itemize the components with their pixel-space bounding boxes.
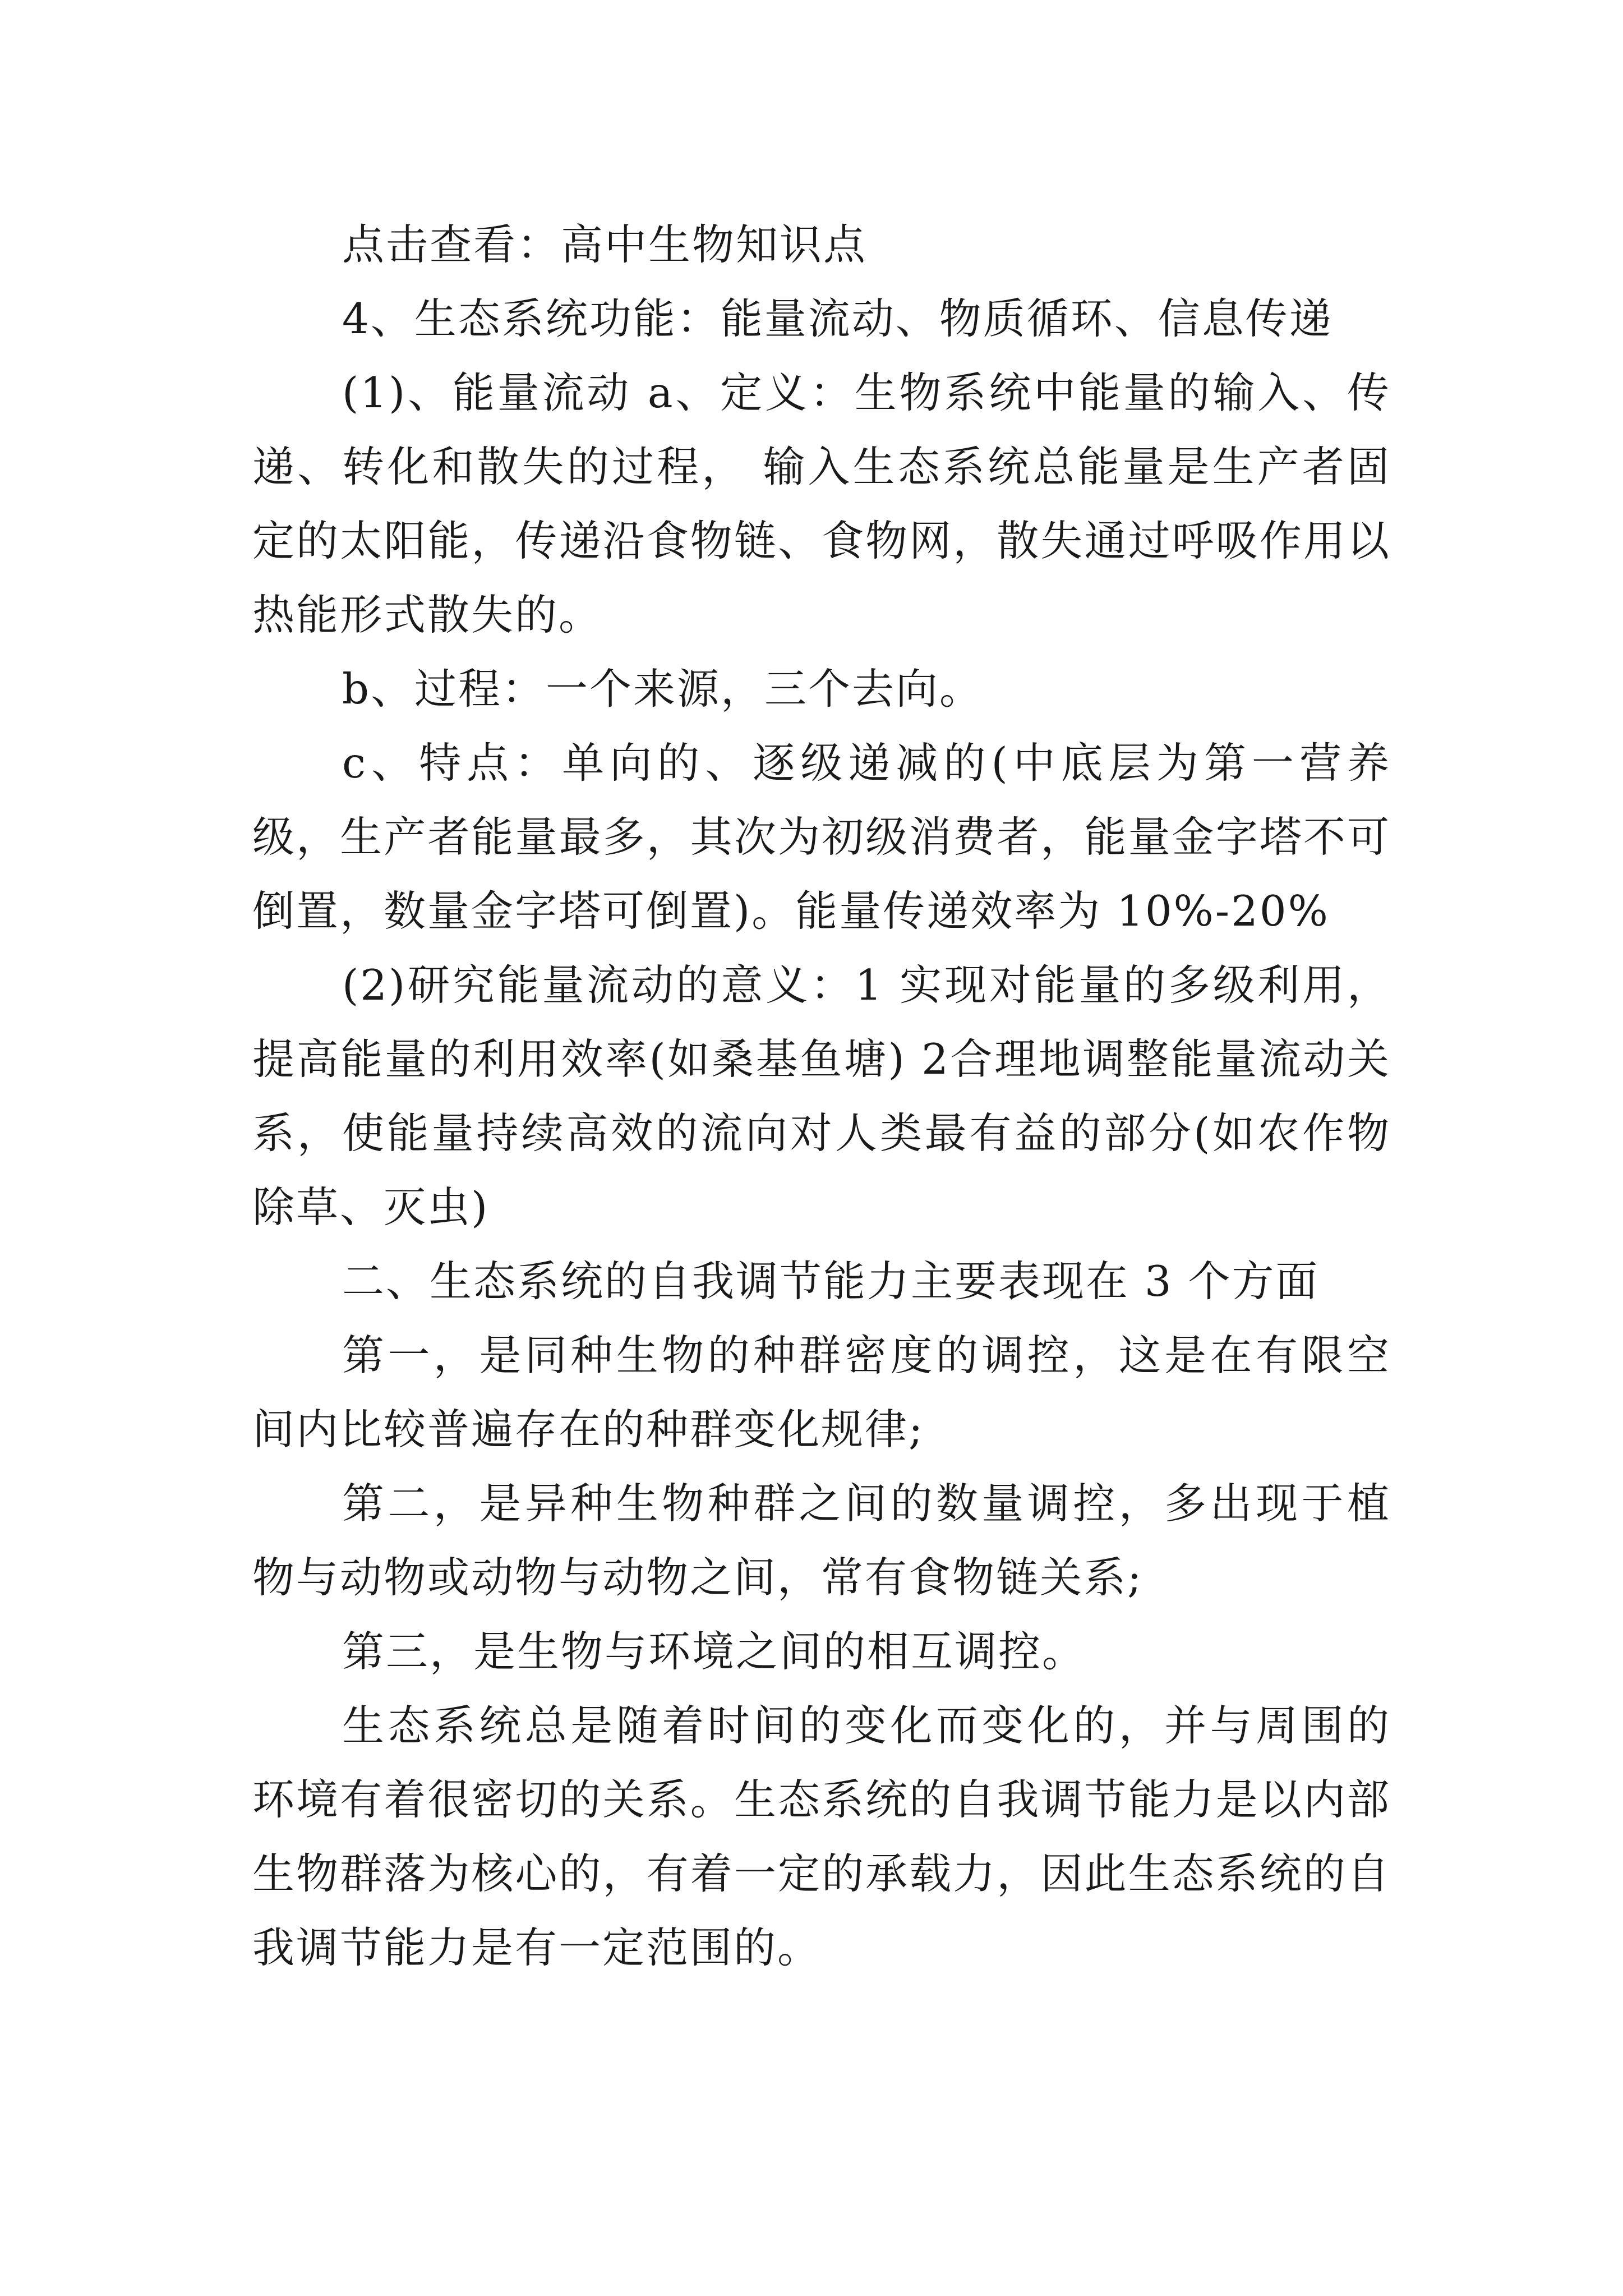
document-page bbox=[252, 208, 1391, 1985]
self-regulation-third: 第三，是生物与环境之间的相互调控。 bbox=[342, 1627, 1086, 1676]
section-heading-ecosystem-function: 4、生态系统功能：能量流动、物质循环、信息传递 bbox=[342, 294, 1333, 343]
energy-flow-definition: (1)、能量流动 a、定义：生物系统中能量的输入、传递、转化和散失的过程， 输入生态系统总能量是生产者固定的太阳能，传递沿食物链、食物网，散失通过呼吸作用以热能形式散失的。 bbox=[252, 368, 1391, 639]
self-regulation-summary: 生态系统总是随着时间的变化而变化的，并与周围的环境有着很密切的关系。生态系统的自我调节能力是以内部生物群落为核心的，有着一定的承载力，因此生态系统的自我调节能力是有一定范围的。 bbox=[252, 1701, 1391, 1972]
link-paragraph[interactable]: 点击查看：高中生物知识点 bbox=[342, 220, 868, 269]
energy-flow-process: b、过程：一个来源，三个去向。 bbox=[342, 664, 984, 714]
energy-flow-characteristics: c、特点：单向的、逐级递减的(中底层为第一营养级，生产者能量最多，其次为初级消费者，能量金字塔不可倒置，数量金字塔可倒置)。能量传递效率为 10%-20% bbox=[252, 738, 1391, 936]
self-regulation-first: 第一，是同种生物的种群密度的调控，这是在有限空间内比较普遍存在的种群变化规律; bbox=[252, 1331, 1391, 1454]
self-regulation-second: 第二，是异种生物种群之间的数量调控，多出现于植物与动物或动物与动物之间，常有食物链关系; bbox=[252, 1479, 1391, 1602]
energy-flow-significance: (2)研究能量流动的意义：1 实现对能量的多级利用，提高能量的利用效率(如桑基鱼塘) 2合理地调整能量流动关系，使能量持续高效的流向对人类最有益的部分(如农作物除草、灭虫) bbox=[252, 960, 1391, 1232]
section-heading-self-regulation: 二、生态系统的自我调节能力主要表现在 3 个方面 bbox=[342, 1257, 1320, 1306]
